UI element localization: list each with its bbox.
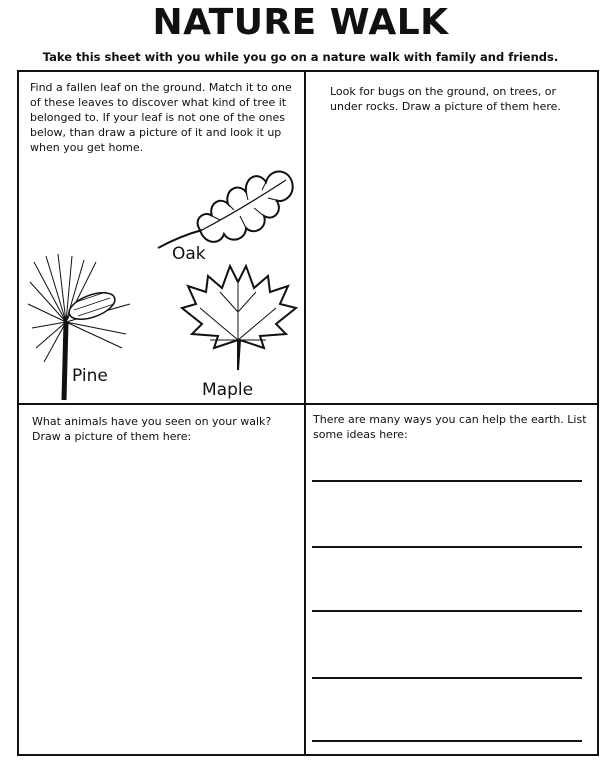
oak-label: Oak [172,244,206,264]
animals-prompt: What animals have you seen on your walk? Draw a picture of them here: [32,415,272,443]
pine-label: Pine [72,366,108,386]
answer-line[interactable] [312,740,582,742]
maple-leaf-icon [178,262,300,374]
vertical-divider [304,70,306,756]
oak-leaf-icon [150,160,300,255]
bugs-prompt: Look for bugs on the ground, on trees, or under rocks. Draw a picture of them here. [330,85,561,113]
maple-label: Maple [202,380,254,400]
page-subtitle: Take this sheet with you while you go on a nature walk with family and friends. [42,50,559,64]
answer-line[interactable] [312,480,582,482]
page-title: NATURE WALK [152,2,449,43]
answer-line[interactable] [312,677,582,679]
horizontal-divider [17,403,599,405]
answer-line[interactable] [312,610,582,612]
answer-line[interactable] [312,546,582,548]
earth-prompt: There are many ways you can help the earth. List some ideas here: [313,413,587,441]
leaf-prompt: Find a fallen leaf on the ground. Match it to one of these leaves to discover what kind of tree it belonged to. If your leaf is not one of the ones below, than draw a picture of it and look it up when you get home. [30,81,292,154]
